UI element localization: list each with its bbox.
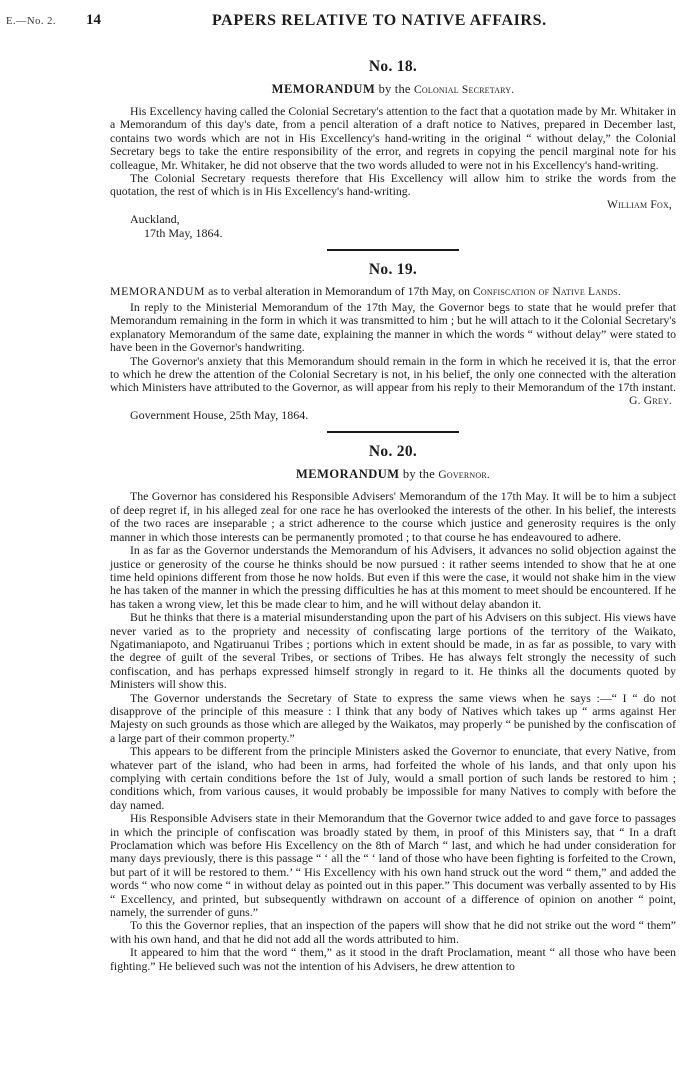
memo-18-place: Auckland, — [130, 212, 180, 227]
memo-19-paragraph: The Governor's anxiety that this Memorandum should remain in the form in which he received it is, that the error to which he drew the attention of the Colonial Secretary is not, in his belief, the only one connected with the alteration which Ministers have attributed to the Governor, as will appear from his reply to their Memorandum of the 17th instant. — [110, 353, 676, 395]
section-divider — [327, 249, 459, 251]
memo-18-heading-author: Colonial Secretary. — [414, 84, 515, 96]
document-reference: E.—No. 2. — [6, 16, 56, 27]
memo-18-date: 17th May, 1864. — [144, 226, 223, 241]
memo-19-paragraph: In reply to the Ministerial Memorandum of the 17th May, the Governor begs to state that he would prefer that Memorandum remaining in the form in which it was transmitted to him ; but he will attach to it the Colonial Secretary's explanatory Memorandum of the same date, explaining the manner in which the words “ without delay” were stated to have been in the Governor's handwriting. — [110, 300, 676, 355]
memo-20-paragraph: This appears to be different from the principle Ministers asked the Governor to enunciate, that every Native, from whatever part of the island, who had been in arms, had forfeited the whole of his lands, and that only upon his complying with certain conditions before the 1st of July, would a small portion of such lands be restored to him ; conditions which, from various causes, it would probably be impossible for many Natives to comply with before the day named. — [110, 744, 676, 812]
memo-19-heading-bold: MEMORANDUM — [110, 284, 206, 299]
running-header — [0, 10, 700, 34]
section-divider — [327, 431, 459, 433]
memo-20-paragraph: But he thinks that there is a material misunderstanding upon the part of his Advisers on this subject. His views have never varied as to the propriety and necessity of confiscating large portions of the territory of the Waikato, Ngatimaniapoto, and Ngatiruanui Tribes ; portions which in extent should be made, in as far as possible, to vary with the degree of guilt of the several Tribes, or sections of Tribes. He has always felt strongly the necessity of such confiscation, and has perhaps expressed himself strongly in regard to it. He thinks all the documents quoted by Ministers will show this. — [110, 610, 676, 692]
memo-18-number: No. 18. — [368, 58, 418, 75]
memo-20-paragraph: In as far as the Governor understands the Memorandum of his Advisers, it advances no solid objection against the justice or generosity of the course he thinks should be now pursued : it rather seems intended to show that he at one time held opinions different from those he now holds. But even if this were the case, it would not shake him in the view he has taken of the manner in which the pressing difficulties he has at this moment to meet should be encountered. If he has taken a wrong view, let this be made clear to him, and he will without delay abandon it. — [110, 543, 676, 611]
memo-20-paragraph: To this the Governor replies, that an inspection of the papers will show that he did not strike out the word “ them” with his own hand, and that he did not add all the words attributed to him. — [110, 918, 676, 946]
memo-20-paragraph: The Governor has considered his Responsible Advisers' Memorandum of the 17th May. It will be to him a subject of deep regret if, in his alleged zeal for one race he has overlooked the interests of the other. In his belief, the interests of the two races are inseparable ; a strict adherence to the course which justice and generosity requires is the only manner in which those interests can be permanently promoted ; to that course he has endeavoured to adhere. — [110, 489, 676, 544]
memo-20-number: No. 20. — [368, 443, 418, 461]
memo-18-heading-bold: MEMORANDUM — [271, 82, 376, 96]
memo-20-heading-author: Governor. — [438, 469, 490, 482]
document-body — [110, 58, 676, 973]
memo-20-heading-by: by the — [402, 467, 436, 482]
memo-19-place-date: Government House, 25th May, 1864. — [130, 408, 309, 423]
running-title: PAPERS RELATIVE TO NATIVE AFFAIRS. — [212, 12, 547, 29]
memo-19-signature: G. Grey. — [629, 394, 672, 407]
memo-18-heading — [110, 82, 676, 98]
memo-19-heading — [110, 285, 676, 300]
memo-19-number: No. 19. — [368, 261, 418, 279]
memo-20-heading — [110, 467, 676, 483]
memo-20-paragraph: His Responsible Advisers state in their Memorandum that the Governor twice added to and gave force to passages in which the principle of confiscation was broadly stated by them, in proof of this Ministers say, that “ In a draft Proclamation which was before His Excellency on the 8th of March “ last, and which he had under consideration for many days previously, there is this passage “ ‘ all the “ ‘ land of those who have been fighting is forfeited to the Crown, but part of it will be restored to them.’ “ His Excellency with his own hand struck out the word “ them,” and added the words “ who now come “ in without delay as pointed out in this paper.” This document was verbally assented to by His “ Excellency, and printed, but subsequently withdrawn on account of a difference of opinion on another “ point, namely, the surrender of guns.” — [110, 811, 676, 920]
memorandum-20 — [110, 443, 676, 973]
memo-20-paragraph: It appeared to him that the word “ them,” as it stood in the draft Proclamation, meant “ all those who have been fighting.” He believed such was not the intention of his Advisers, he drew attention to — [110, 945, 676, 973]
memo-20-heading-bold: MEMORANDUM — [295, 467, 400, 482]
memo-19-heading-text: as to verbal alteration in Memorandum of 17th May, on — [208, 284, 471, 299]
memorandum-19 — [110, 261, 676, 422]
memo-18-signature: William Fox, — [607, 198, 672, 211]
memo-18-heading-by: by the — [378, 82, 411, 96]
memo-20-paragraph: The Governor understands the Secretary of State to express the same views when he says :—“ I “ do not disapprove of the principle of this measure : I think that any body of Natives which takes up “ arms against Her Majesty on such grounds as those which are alleged by the Waikatos, may properly “ be punished by the confiscation of a large part of their common property.” — [110, 690, 676, 745]
memorandum-18 — [110, 58, 676, 240]
memo-19-heading-subject: Confiscation of Native Lands. — [473, 286, 621, 299]
page-number: 14 — [86, 12, 101, 28]
memo-18-paragraph: His Excellency having called the Colonial Secretary's attention to the fact that a quotation made by Mr. Whitaker in a Memorandum of this day's date, from a pencil alteration of a draft notice to Natives, prepared in December last, contains two words which are not in His Excellency's hand-writing in the original “ without delay,” the Colonial Secretary begs to take the entire responsibility of the error, and regrets in copying the pencil marginal note for his colleague, Mr. Whitaker, he did not observe that the two words alluded to were not in his Excellency's hand-writing. — [110, 104, 676, 172]
memo-18-paragraph: The Colonial Secretary requests therefore that His Excellency will allow him to strike the words from the quotation, the rest of which is in His Excellency's hand-writing. — [110, 171, 676, 199]
